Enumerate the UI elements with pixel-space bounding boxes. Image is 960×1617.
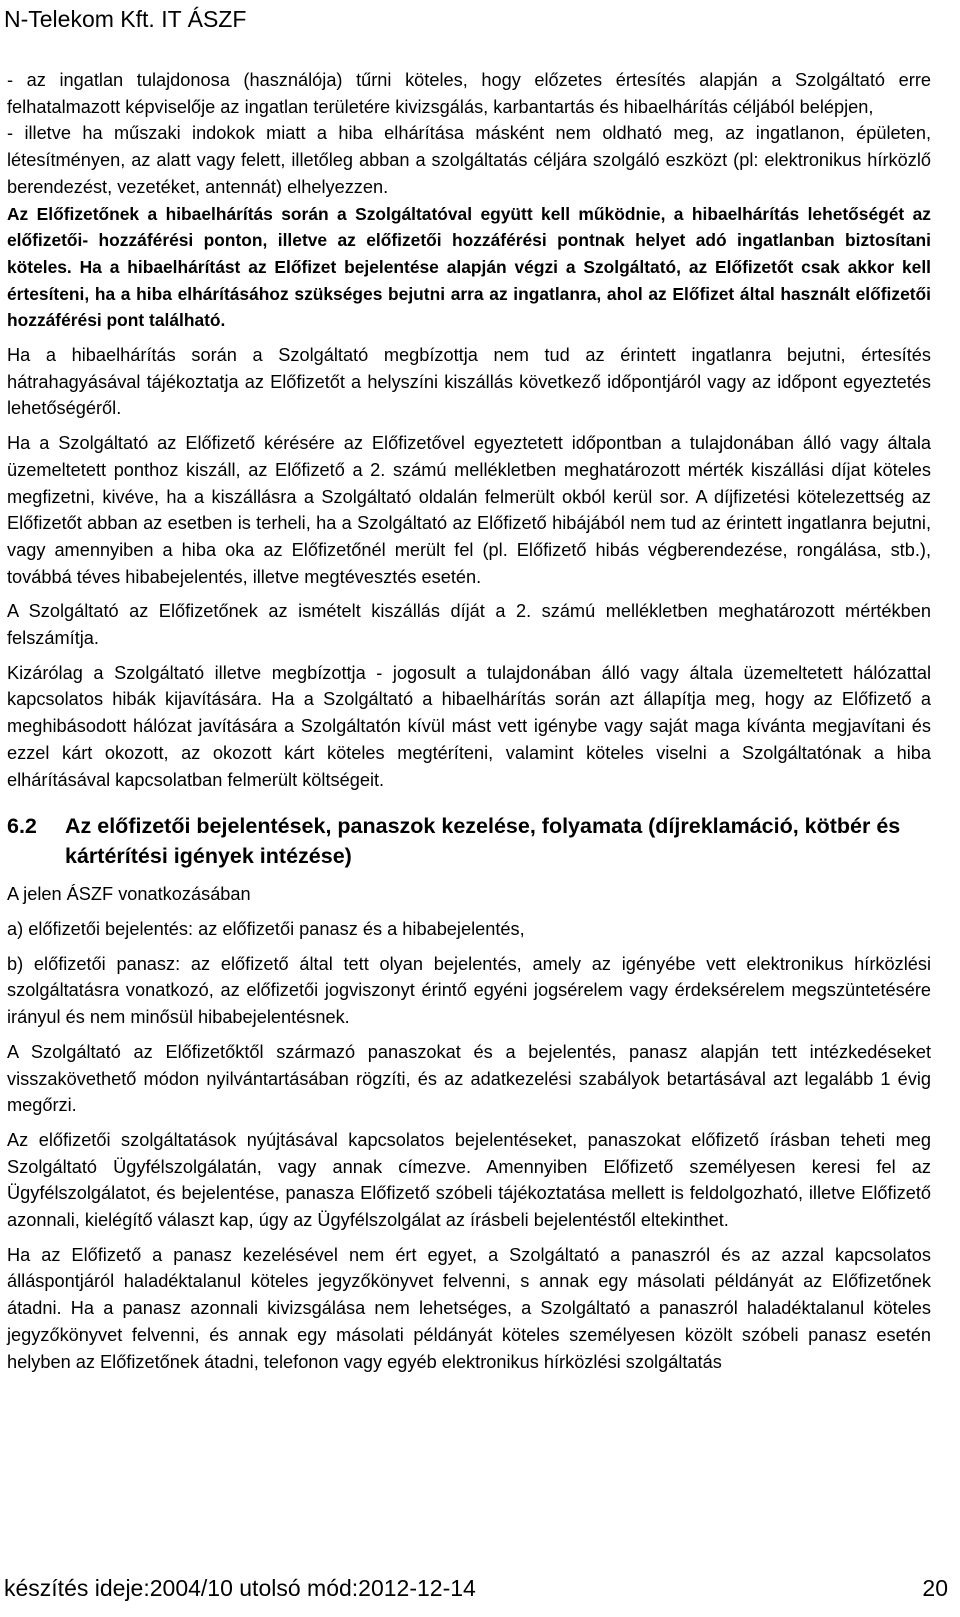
- page-header: N-Telekom Kft. IT ÁSZF: [4, 6, 247, 32]
- paragraph-subscriber-cooperation: Az Előfizetőnek a hibaelhárítás során a Szolgáltatóval együtt kell működnie, a hibaelhárítás lehetőségét az előfizetői- hozzáférési ponton, illetve az előfizetői hozzáférési pontnak helyet adó ingatlanban biztosítani köteles. Ha a hibaelhárítást az Előfizet bejelentése alapján végzi a Szolgáltató, az Előfizetőt csak akkor kell értesíteni, ha a hiba elhárításához szükséges bejutni arra az ingatlanra, ahol az Előfizet által használt előfizetői hozzáférési pont található.: [7, 203, 931, 331]
- section-title: Az előfizetői bejelentések, panaszok kezelése, folyamata (díjreklamáció, kötbér és kártérítési igények intézése): [65, 814, 901, 869]
- paragraph-definition-b: b) előfizetői panasz: az előfizető által tett olyan bejelentés, amely az igényébe vett elektronikus hírközlési szolgáltatásra vonatkozó, az előfizetői jogviszonyt érintő egyéni jogsérelem vagy érdeksérelem megszüntetésére irányul és nem minősül hibabejelentésnek.: [7, 953, 931, 1028]
- paragraph-repeat-callout: A Szolgáltató az Előfizetőnek az ismételt kiszállás díját a 2. számú mellékletben meghatározott mértékben felszámítja.: [7, 601, 931, 649]
- paragraph-exclusive-repair: Kizárólag a Szolgáltató illetve megbízottja - jogosult a tulajdonában álló vagy általa üzemeltetett hálózattal kapcsolatos hibák kijavítására. Ha a Szolgáltató a hibaelhárítás során azt állapítja meg, hogy az Előfizető a meghibásodott hálózat javítására a Szolgáltatón kívül mást vett igénybe vagy saját maga kívánta megjavítani és ezzel kárt okozott, az okozott kárt köteles megtéríteni, valamint köteles viselni a Szolgáltatónak a hiba elhárításával kapcsolatban felmerült költségeit.: [7, 662, 931, 790]
- paragraph-definition-a: a) előfizetői bejelentés: az előfizetői panasz és a hibabejelentés,: [7, 918, 525, 939]
- paragraph-complaint-records: A Szolgáltató az Előfizetőktől származó panaszokat és a bejelentés, panasz alapján tett intézkedéseket visszakövethető módon nyilvántartásában rögzíti, és az adatkezelési szabályok betartásával azt legalább 1 évig megőrzi.: [7, 1041, 931, 1116]
- section-heading: [7, 811, 931, 871]
- paragraph-written-complaints: Az előfizetői szolgáltatások nyújtásával kapcsolatos bejelentéseket, panaszokat előfizető írásban teheti meg Szolgáltató Ügyfélszolgálatán, vagy annak címezve. Amennyiben Előfizető személyesen keresi fel az Ügyfélszolgálatot, és bejelentése, panasza Előfizető szóbeli tájékoztatása mellett is feldolgozható, illetve Előfizető azonnali, kielégítő választ kap, úgy az Ügyfélszolgálat az írásbeli bejelentéstől eltekinthet.: [7, 1129, 931, 1231]
- section-number: 6.2: [7, 814, 37, 839]
- paragraph-equipment-placement: - illetve ha műszaki indokok miatt a hiba elhárítása másként nem oldható meg, az ingatlanon, épületen, létesítményen, az alatt vagy felett, illetőleg abban a szolgáltatás céljára szolgáló eszközt (pl: elektronikus hírközlő berendezést, vezetéket, antennát) elhelyezzen.: [7, 123, 931, 197]
- paragraph-access-failure: Ha a hibaelhárítás során a Szolgáltató megbízottja nem tud az érintett ingatlanra bejutni, értesítés hátrahagyásával tájékoztatja az Előfizetőt a helyszíni kiszállás következő időpontjáról vagy az időpont egyeztetés lehetőségéről.: [7, 345, 931, 419]
- document-body: [7, 67, 931, 1383]
- paragraph-entry-obligation: - az ingatlan tulajdonosa (használója) tűrni köteles, hogy előzetes értesítés alapján a Szolgáltató erre felhatalmazott képviselője az ingatlan területére kivizsgálás, karbantartás és hibaelhárítás céljából belépjen,: [7, 70, 931, 117]
- footer-dates: készítés ideje:2004/10 utolsó mód:2012-12-14: [4, 1575, 476, 1601]
- paragraph-scope: A jelen ÁSZF vonatkozásában: [7, 884, 251, 905]
- paragraph-callout-fee: Ha a Szolgáltató az Előfizető kérésére az Előfizetővel egyeztetett időpontban a tulajdonában álló vagy általa üzemeltetett ponthoz kiszáll, az Előfizető a 2. számú mellékletben meghatározott mérték kiszállási díjat köteles megfizetni, kivéve, ha a kiszállásra a Szolgáltató oldalán felmerült okból kerül sor. A díjfizetési kötelezettség az Előfizetőt abban az esetben is terheli, ha a Szolgáltató az Előfizető hibájából nem tud az érintett ingatlanra bejutni, vagy amennyiben a hiba oka az Előfizetőnél merült fel (pl. Előfizető hibás végberendezése, rongálása, stb.), továbbá téves hibabejelentés, illetve megtévesztés esetén.: [7, 433, 931, 587]
- paragraph-complaint-minutes: Ha az Előfizető a panasz kezelésével nem ért egyet, a Szolgáltató a panaszról és az azzal kapcsolatos álláspontjáról haladéktalanul köteles jegyzőkönyvet felvenni, s annak egy másolati példányát az Előfizetőnek átadni. Ha a panasz azonnali kivizsgálása nem lehetséges, a Szolgáltató a panaszról haladéktalanul köteles jegyzőkönyvet felvenni, és annak egy másolati példányát köteles személyesen közölt szóbeli panasz esetén helyben az Előfizetőnek átadni, telefonon vagy egyéb elektronikus hírközlési szolgáltatás: [7, 1244, 931, 1372]
- page-number: 20: [922, 1575, 948, 1601]
- page-footer: [4, 1573, 948, 1603]
